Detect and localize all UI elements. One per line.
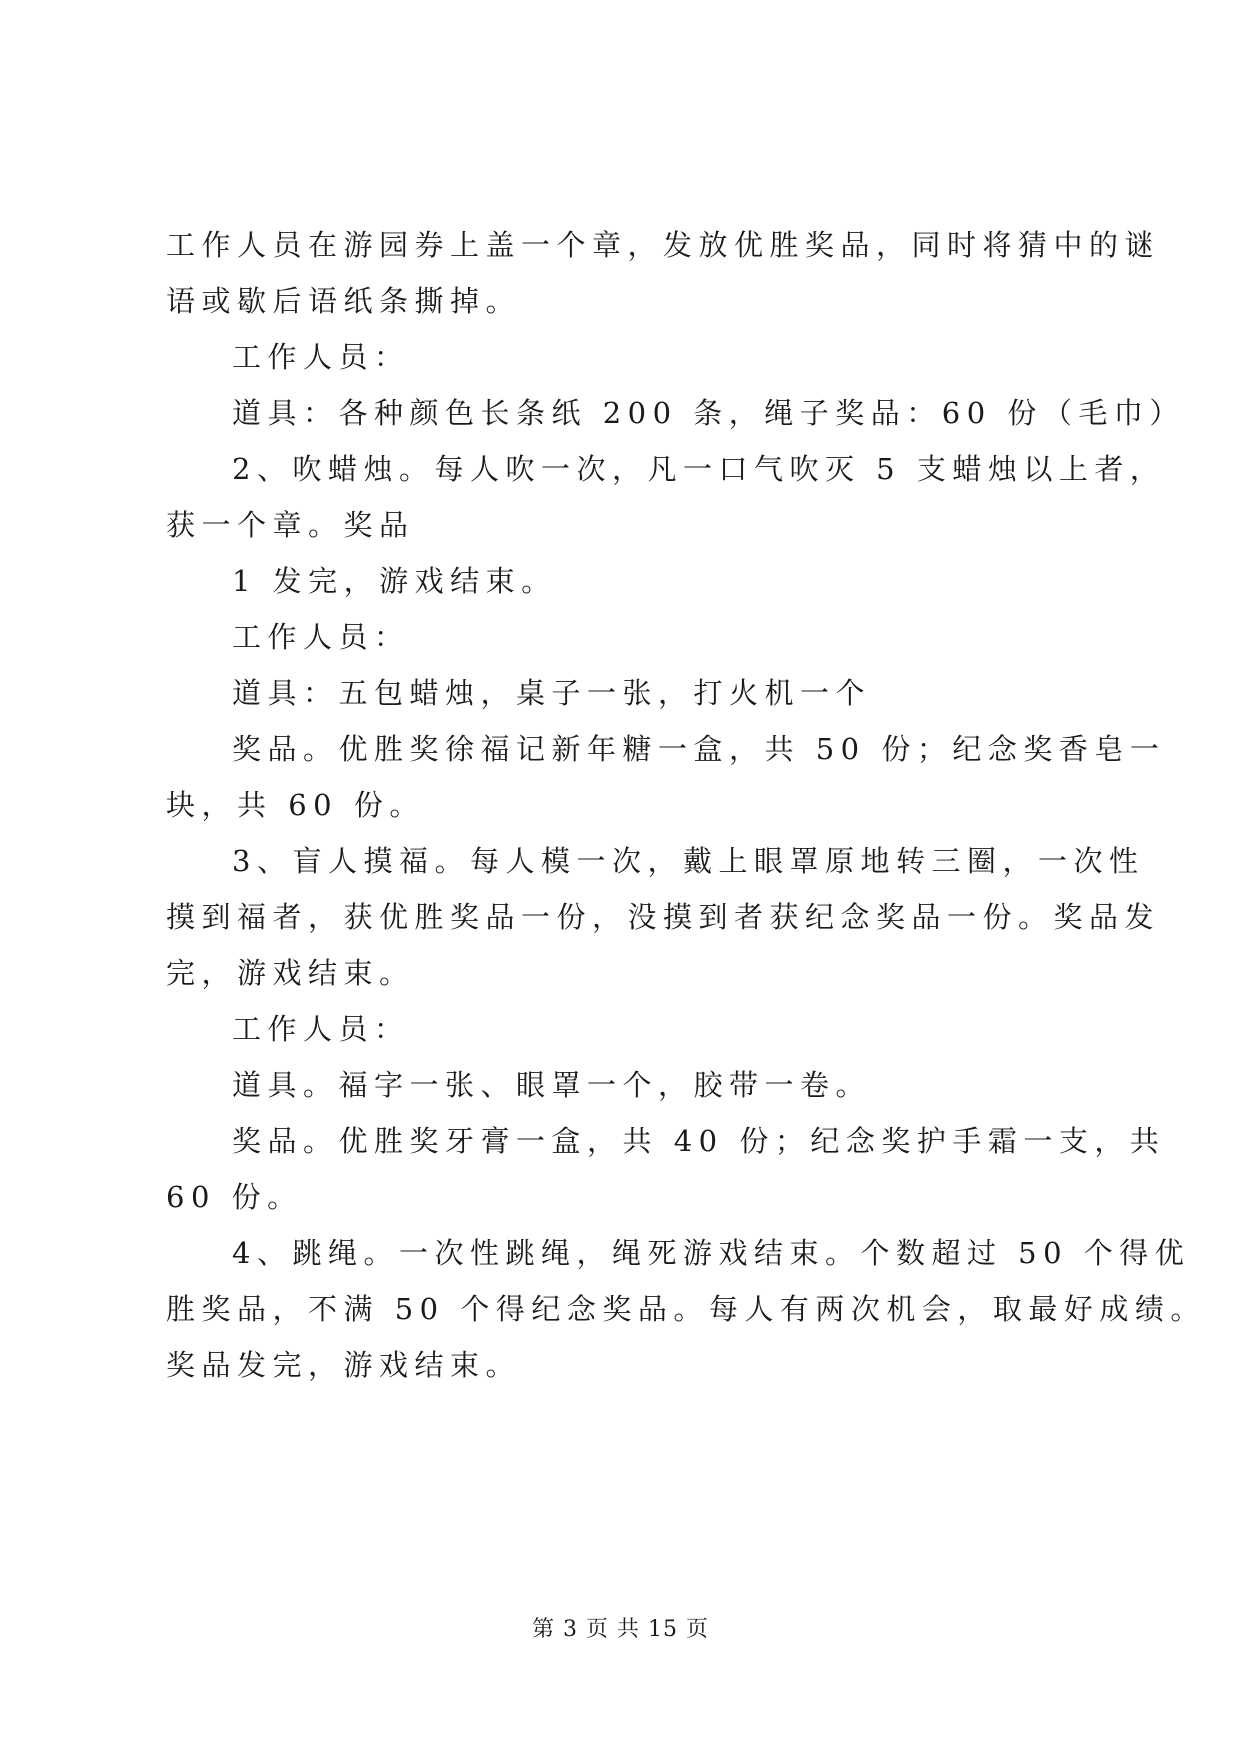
page-number-footer: 第 3 页 共 15 页 bbox=[532, 1617, 709, 1642]
text-line: 块，共 60 份。 bbox=[166, 788, 425, 822]
text-line: 胜奖品，不满 50 个得纪念奖品。每人有两次机会，取最好成绩。 bbox=[166, 1292, 1206, 1326]
text-line: 工作人员： bbox=[232, 620, 410, 654]
text-line: 道具。福字一张、眼罩一个，胶带一卷。 bbox=[232, 1068, 872, 1102]
text-line: 获一个章。奖品 bbox=[166, 508, 415, 542]
text-line: 工作人员： bbox=[232, 340, 410, 374]
text-line: 完，游戏结束。 bbox=[166, 956, 415, 990]
text-line: 4、跳绳。一次性跳绳，绳死游戏结束。个数超过 50 个得优 bbox=[232, 1236, 1191, 1270]
text-line: 奖品发完，游戏结束。 bbox=[166, 1348, 522, 1382]
text-line: 60 份。 bbox=[166, 1180, 303, 1214]
text-line: 奖品。优胜奖牙膏一盒，共 40 份；纪念奖护手霜一支，共 bbox=[232, 1124, 1166, 1158]
text-line: 道具：五包蜡烛，桌子一张，打火机一个 bbox=[232, 676, 872, 710]
text-line: 工作人员在游园券上盖一个章，发放优胜奖品，同时将猜中的谜 bbox=[166, 228, 1161, 262]
text-line: 语或歇后语纸条撕掉。 bbox=[166, 284, 522, 318]
text-line: 工作人员： bbox=[232, 1012, 410, 1046]
text-line: 摸到福者，获优胜奖品一份，没摸到者获纪念奖品一份。奖品发 bbox=[166, 900, 1161, 934]
text-line: 1 发完，游戏结束。 bbox=[232, 564, 557, 598]
text-line: 2、吹蜡烛。每人吹一次，凡一口气吹灭 5 支蜡烛以上者， bbox=[232, 452, 1166, 486]
text-line: 3、盲人摸福。每人模一次，戴上眼罩原地转三圈，一次性 bbox=[232, 844, 1145, 878]
text-line: 奖品。优胜奖徐福记新年糖一盒，共 50 份；纪念奖香皂一 bbox=[232, 732, 1166, 766]
text-line: 道具：各种颜色长条纸 200 条，绳子奖品：60 份（毛巾） bbox=[232, 396, 1185, 430]
